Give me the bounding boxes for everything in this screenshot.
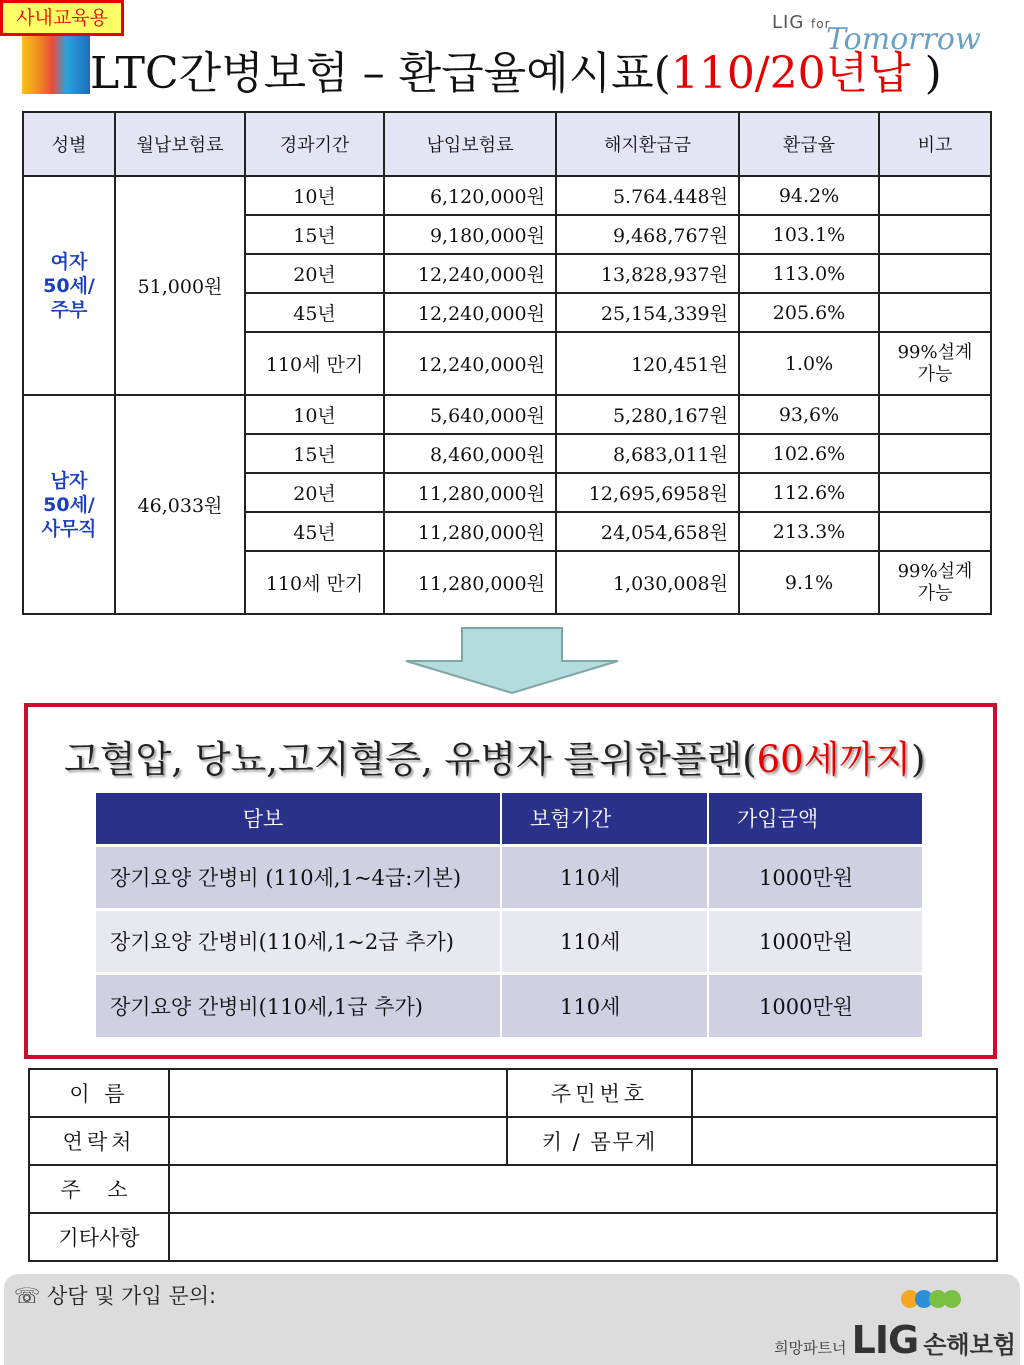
form-row [29,1069,997,1117]
header-elapsed-period: 경과기간 [245,112,384,176]
lig-tomorrow-logo: LIG for Tomorrow [772,12,981,57]
resident-id-label: 주민번호 [507,1069,692,1117]
table-row: 45년 12,240,000원 25,154,339원 205.6% [23,293,991,332]
header-note: 비고 [879,112,991,176]
note-cell: 99%설계 가능 [879,551,991,614]
monthly-premium-female: 51,000원 [115,176,245,395]
lig-insurance-logo: 희망파트너 LIG 손해보험 [774,1318,1016,1362]
down-arrow-icon [404,627,620,695]
table-row: 45년 11,280,000원 24,054,658원 213.3% [23,512,991,551]
form-row [29,1165,997,1213]
header-gender: 성별 [23,112,115,176]
header-refund-rate: 환급율 [739,112,879,176]
header-term: 보험기간 [501,793,708,845]
table-row: 장기요양 간병비(110세,1급 추가) 110세 1000만원 [96,973,923,1037]
table-row: 20년 11,280,000원 12,695,6958원 112.6% [23,473,991,512]
refund-table-header [23,112,991,176]
internal-use-badge: 사내교육용 [0,0,124,36]
table-row: 20년 12,240,000원 13,828,937원 113.0% [23,254,991,293]
etc-label: 기타사항 [29,1213,169,1261]
monthly-premium-male: 46,033원 [115,395,245,614]
table-row: 장기요양 간병비 (110세,1~4급:기본) 110세 1000만원 [96,845,923,909]
plan-table-header [96,793,923,845]
table-row: 110세 만기 12,240,000원 120,451원 1.0% 99%설계 가능 [23,332,991,395]
group-label-male: 남자 50세/ 사무직 [23,395,115,614]
refund-rate-table [22,111,992,615]
title-highlight: 110/20년납 [670,48,911,99]
header-amount: 가입금액 [708,793,923,845]
title-rainbow-bar [22,36,90,94]
etc-field[interactable] [169,1213,997,1261]
header-monthly-premium: 월납보험료 [115,112,245,176]
header-coverage: 담보 [96,793,501,845]
height-weight-field[interactable] [692,1117,997,1165]
address-field[interactable] [169,1165,997,1213]
footer [4,1274,1020,1365]
contact-label: 연락처 [29,1117,169,1165]
contact-inquiry: ☏ 상담 및 가입 문의: [14,1284,217,1308]
form-row [29,1117,997,1165]
name-field[interactable] [169,1069,507,1117]
lig-dots-icon [900,1288,964,1310]
note-cell: 99%설계 가능 [879,332,991,395]
plan-title: 고혈압, 당뇨,고지혈증, 유병자 를위한플랜(60세까지) [64,738,926,781]
table-row: 남자 50세/ 사무직 46,033원 10년 5,640,000원 5,280,167원 93,6% [23,395,991,434]
table-row: 110세 만기 11,280,000원 1,030,008원 9.1% 99%설계 가능 [23,551,991,614]
address-label: 주 소 [29,1165,169,1213]
page-title: LTC간병보험 – 환급율예시표(110/20년납 ) [90,48,942,99]
application-form [28,1068,998,1262]
plan-box [24,703,997,1059]
header-surrender-refund: 해지환급금 [556,112,739,176]
height-weight-label: 키 / 몸무게 [507,1117,692,1165]
group-label-female: 여자 50세/ 주부 [23,176,115,395]
contact-field[interactable] [169,1117,507,1165]
header-paid-premium: 납입보험료 [384,112,556,176]
table-row: 장기요양 간병비(110세,1~2급 추가) 110세 1000만원 [96,909,923,973]
plan-coverage-table [96,793,924,1037]
table-row: 15년 8,460,000원 8,683,011원 102.6% [23,434,991,473]
form-row [29,1213,997,1261]
name-label: 이 름 [29,1069,169,1117]
table-row: 15년 9,180,000원 9,468,767원 103.1% [23,215,991,254]
phone-icon: ☏ [14,1284,41,1308]
table-row: 여자 50세/ 주부 51,000원 10년 6,120,000원 5.764.448원 94.2% [23,176,991,215]
resident-id-field[interactable] [692,1069,997,1117]
